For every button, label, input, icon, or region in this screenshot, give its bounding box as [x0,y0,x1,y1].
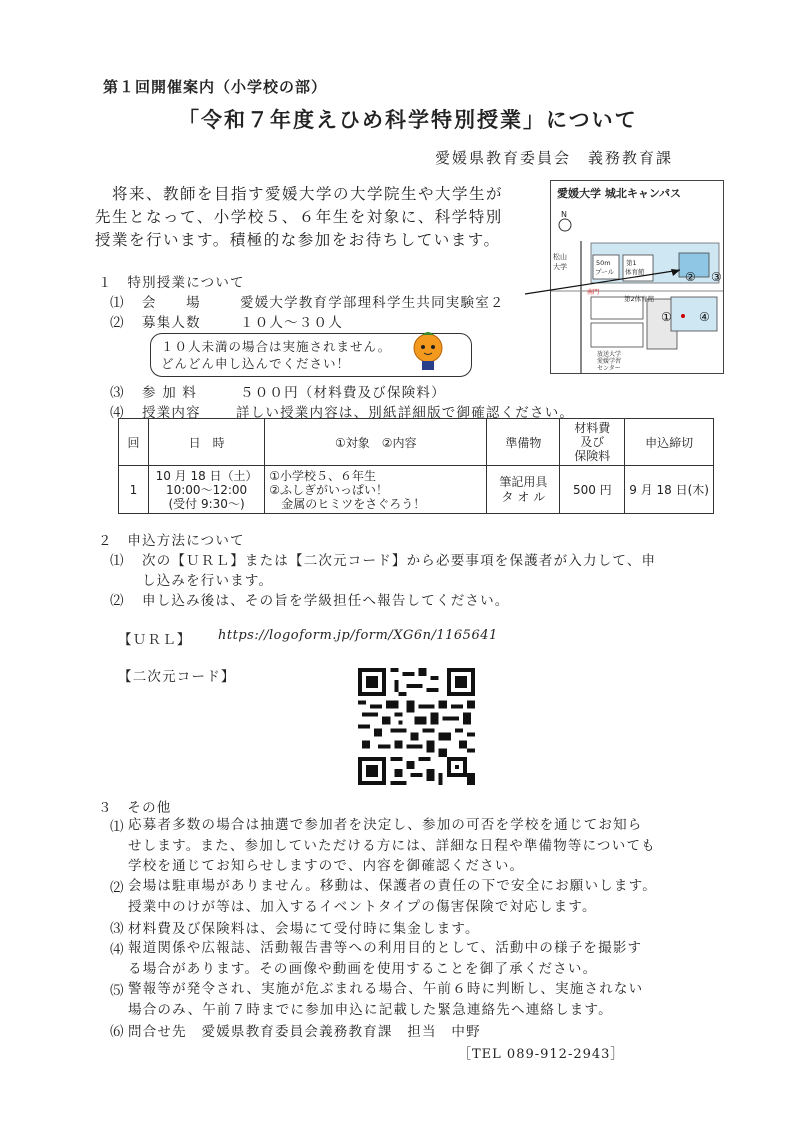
fee-value: ５００円（材料費及び保険料） [240,385,446,401]
header-datetime: 日 時 [148,419,264,466]
center-label-1: 放送大学 [597,351,622,358]
gym1-label-1: 第1 [626,259,637,267]
other-item6-num: ⑹ [110,1024,125,1040]
map-title: 愛媛大学 城北キャンパス [557,187,682,200]
cell-target-line: ①小学校５、６年生 [269,468,377,483]
other-item1-num: ⑴ [110,819,125,835]
cell-items-line: 筆記用具 [499,474,548,489]
venue-label: 会 場 [142,295,201,311]
gate-label: 南門 [587,289,600,296]
marker-2: ② [685,270,696,284]
intro-paragraph [95,183,503,252]
building [671,297,717,331]
venue-arrow [520,262,685,302]
fee-num: ⑶ [110,385,125,401]
intro-line: 将来、教師を目指す愛媛大学の大学院生や大学生が [95,185,504,203]
apply-item2-num: ⑵ [110,593,125,609]
intro-line: 先生となって、小学校５、６年生を対象に、科学特別 [95,208,503,226]
header-target: ①対象 ②内容 [265,419,487,466]
north-label: N [561,210,567,219]
cell-content-line: ②ふしぎがいっぱい！ [269,482,389,497]
other-line: る場合があります。その画像や動画を使用することを御了承ください。 [128,960,598,977]
apply-item1-line2: し込みを行います。 [142,573,274,589]
gym1-label-2: 体育館 [625,268,645,276]
center-label-3: センター [597,365,621,372]
other-item4-num: ⑷ [110,942,125,958]
application-url[interactable]: https://logoform.jp/form/XG6n/1165641 [218,628,498,643]
mascot-icon [408,330,448,372]
apply-item1-num: ⑴ [110,553,125,569]
note-line: どんどん申し込んでください！ [161,356,351,371]
cell-fee: 500 円 [560,466,625,514]
pool-label-1: 50m [596,259,611,267]
apply-item2-line1: 申し込み後は、その旨を学級担任へ報告してください。 [142,593,510,609]
cell-round: 1 [119,466,149,514]
other-item2 [128,876,657,917]
subtitle: 第１回開催案内（小学校の部） [103,78,328,96]
table-row [119,466,714,514]
other-line: 報道関係や広報誌、活動報告書等への利用目的として、活動中の様子を撮影す [128,940,643,956]
content-label: 授業内容 [142,405,201,421]
header-fee-line: 保険料 [574,449,611,463]
marker-4: ④ [699,310,710,324]
map-label-matsuyama: 松山 [553,253,567,261]
pool-label-2: プール [595,268,615,276]
cell-target [265,466,487,514]
venue-num: ⑴ [110,295,125,311]
other-item4 [128,938,642,979]
cell-date: 10 月 18 日（土） [155,468,258,483]
capacity-label: 募集人数 [142,315,201,331]
contact-tel: ［TEL 089-912-2943］ [458,1047,625,1062]
location-dot [681,314,685,318]
header-fee-line: 材料費 [574,421,611,435]
capacity-value: １０人～３０人 [240,315,343,331]
page-title: 「令和７年度えひめ科学特別授業」について [178,108,638,132]
url-label: 【ＵＲＬ】 [118,632,192,648]
cell-content-line: 金属のヒミツをさぐろう！ [281,496,426,511]
capacity-num: ⑵ [110,315,125,331]
qr-code[interactable] [358,668,475,785]
other-item2-num: ⑵ [110,880,125,896]
section1-heading: １ 特別授業について [98,275,245,291]
marker-1: ① [661,310,672,324]
cell-items [487,466,560,514]
cell-time: 10:00～12:00 [165,482,248,497]
other-item3-num: ⑶ [110,921,125,937]
other-line: 会場は駐車場がありません。移動は、保護者の責任の下で安全にお願いします。 [128,878,657,894]
marker-3: ③ [711,270,722,284]
header-items: 準備物 [487,419,560,466]
header-fee-line: 及び [580,435,605,449]
other-line: 応募者多数の場合は抽選で参加者を決定し、参加の可否を学校を通じてお知ら [128,817,643,833]
header-fee [560,419,625,466]
cell-datetime [148,466,264,514]
other-line: 学校を通じてお知らせしますので、内容を御確認ください。 [128,858,525,874]
contact-info: 問合せ先 愛媛県教育委員会義務教育課 担当 中野 [128,1024,481,1040]
other-line: せします。また、参加していただける方には、詳細な日程や準備物等についても [128,837,656,854]
qr-label: 【二次元コード】 [118,669,236,685]
venue-value: 愛媛大学教育学部理科学生共同実験室２ [240,295,505,311]
other-item3: 材料費及び保険料は、会場にて受付時に集金します。 [128,921,480,937]
section3-heading: ３ その他 [98,800,172,816]
header-round: 回 [119,419,149,466]
center-label-2: 愛媛学習 [597,358,622,365]
intro-line: 授業を行います。積極的な参加をお待ちしています。 [95,231,501,249]
schedule-table [118,418,714,514]
table-header-row [119,419,714,466]
apply-item1-line1: 次の【ＵＲＬ】または【二次元コード】から必要事項を保護者が入力して、申 [142,553,657,569]
cell-deadline: 9 月 18 日(木) [625,466,714,514]
building [591,323,643,347]
content-num: ⑷ [110,405,125,421]
gym2-label: 第2体育館 [624,295,655,303]
section2-heading: ２ 申込方法について [98,533,245,549]
other-item5-num: ⑸ [110,983,125,999]
content-value: 詳しい授業内容は、別紙詳細版で御確認ください。 [236,405,575,421]
note-line: １０人未満の場合は実施されません。 [161,339,392,354]
fee-label: 参 加 料 [142,385,198,401]
cell-items-line: タ オ ル [501,489,546,504]
map-label-univ: 大学 [553,263,567,271]
other-item5 [128,979,643,1020]
other-line: 警報等が発令され、実施が危ぶまれる場合、午前６時に判断し、実施されない [128,981,644,997]
cell-reception: (受付 9:30～) [168,496,245,511]
other-line: 授業中のけが等は、加入するイベントタイプの傷害保険で対応します。 [128,898,597,915]
department: 愛媛県教育委員会 義務教育課 [435,149,674,167]
other-item1 [128,815,656,877]
header-deadline: 申込締切 [625,419,714,466]
other-line: 場合のみ、午前７時までに参加申込に記載した緊急連絡先へ連絡します。 [128,1001,613,1018]
